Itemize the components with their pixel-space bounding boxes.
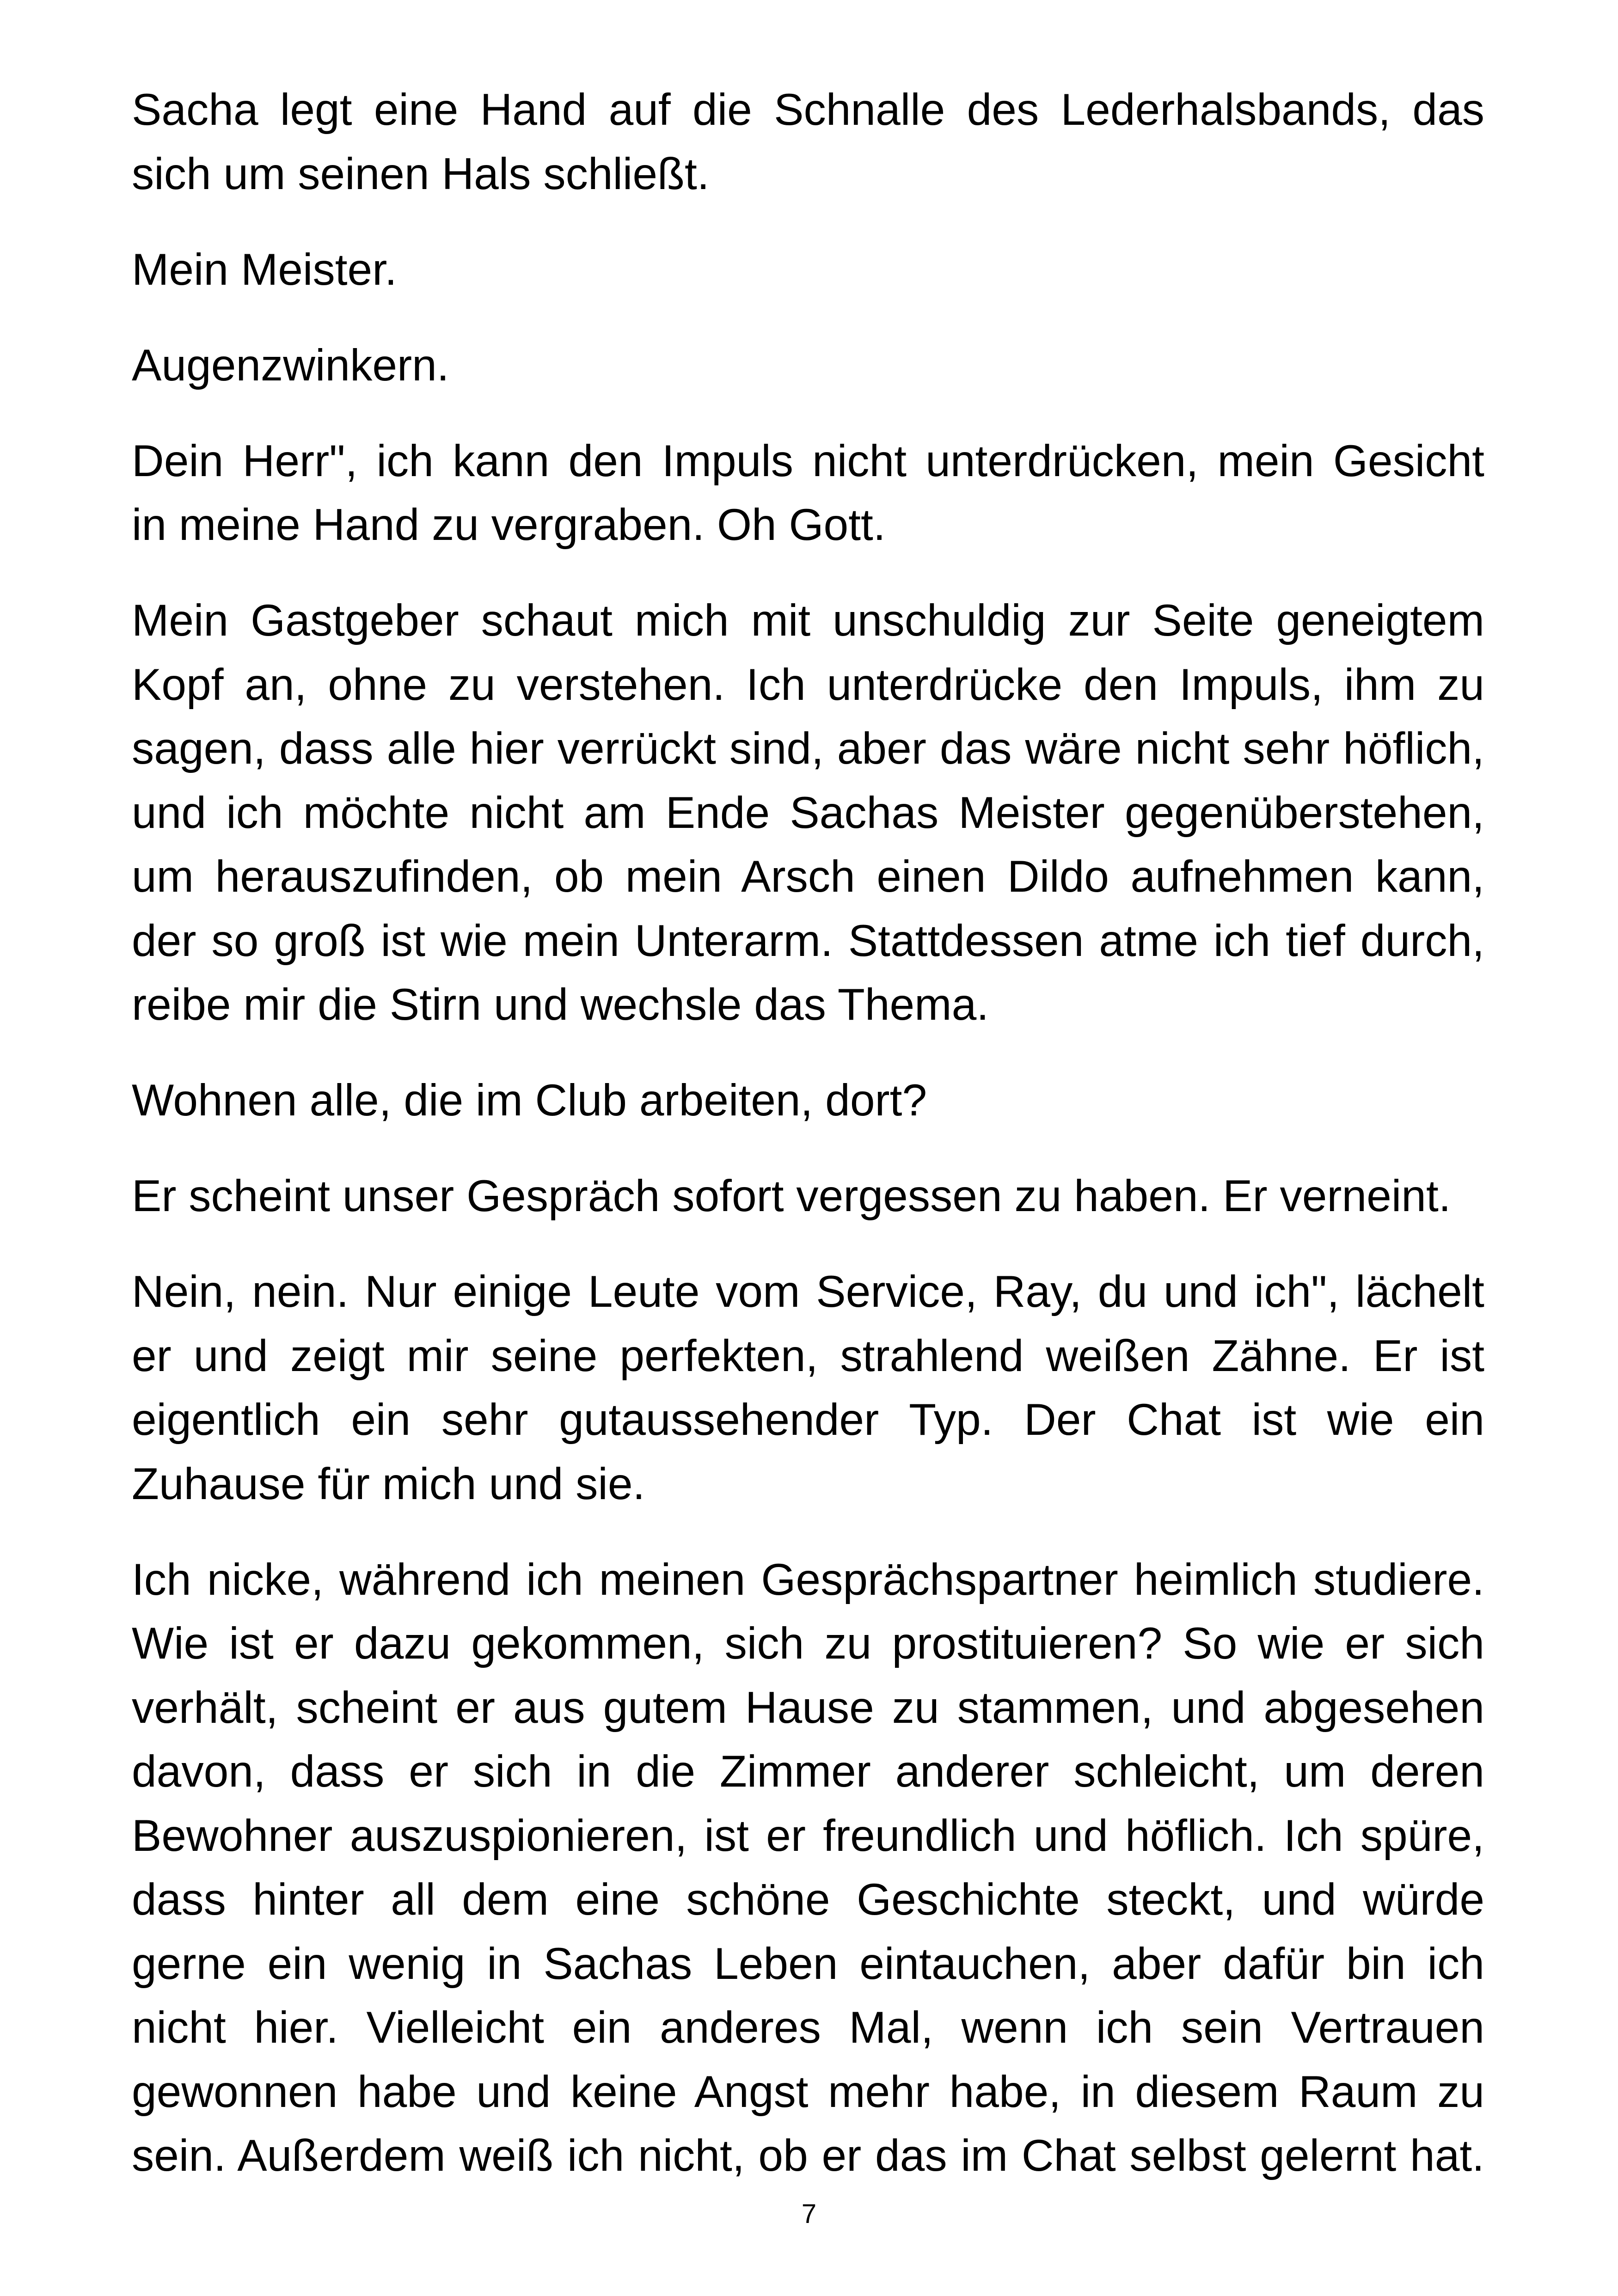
text-line: Sacha legt eine Hand auf die Schnalle des Lederhalsbands, das: [132, 85, 1484, 135]
text-line: Zuhause für mich und sie.: [132, 1459, 645, 1509]
text-line: Augenzwinkern.: [132, 340, 449, 390]
paragraph: [132, 238, 1484, 302]
text-line: Er scheint unser Gespräch sofort vergessen zu haben. Er verneint.: [132, 1171, 1451, 1221]
text-line: Mein Meister.: [132, 245, 397, 294]
text-line: gewonnen habe und keine Angst mehr habe, in diesem Raum zu: [132, 2067, 1484, 2117]
text-line: Wie ist er dazu gekommen, sich zu prostituieren? So wie er sich: [132, 1619, 1484, 1668]
text-line: Nein, nein. Nur einige Leute vom Service, Ray, du und ich", lächelt: [132, 1267, 1484, 1316]
paragraph: [132, 1548, 1484, 2188]
text-line: in meine Hand zu vergraben. Oh Gott.: [132, 500, 886, 550]
text-line: Dein Herr", ich kann den Impuls nicht unterdrücken, mein Gesicht: [132, 436, 1484, 486]
text-line: sich um seinen Hals schließt.: [132, 149, 710, 199]
page-number: 7: [801, 2199, 817, 2229]
text-line: reibe mir die Stirn und wechsle das Thema.: [132, 980, 989, 1029]
text-line: der so groß ist wie mein Unterarm. Stattdessen atme ich tief durch,: [132, 916, 1484, 966]
text-line: er und zeigt mir seine perfekten, strahlend weißen Zähne. Er ist: [132, 1331, 1484, 1381]
text-line: Bewohner auszuspionieren, ist er freundlich und höflich. Ich spüre,: [132, 1811, 1484, 1861]
paragraph: [132, 1164, 1484, 1229]
text-line: Wohnen alle, die im Club arbeiten, dort?: [132, 1076, 927, 1125]
text-line: nicht hier. Vielleicht ein anderes Mal, wenn ich sein Vertrauen: [132, 2003, 1484, 2052]
text-line: verhält, scheint er aus gutem Hause zu stammen, und abgesehen: [132, 1683, 1484, 1733]
body-text: [132, 78, 1484, 2188]
text-line: und ich möchte nicht am Ende Sachas Meister gegenüberstehen,: [132, 788, 1484, 838]
paragraph: [132, 1069, 1484, 1133]
text-line: eigentlich ein sehr gutaussehender Typ. Der Chat ist wie ein: [132, 1395, 1484, 1445]
text-line: sagen, dass alle hier verrückt sind, aber das wäre nicht sehr höflich,: [132, 724, 1484, 773]
paragraph: [132, 429, 1484, 557]
text-line: davon, dass er sich in die Zimmer anderer schleicht, um deren: [132, 1747, 1484, 1796]
text-line: sein. Außerdem weiß ich nicht, ob er das im Chat selbst gelernt hat.: [132, 2131, 1484, 2180]
text-line: dass hinter all dem eine schöne Geschichte steckt, und würde: [132, 1875, 1484, 1924]
paragraph: [132, 78, 1484, 206]
text-line: Kopf an, ohne zu verstehen. Ich unterdrücke den Impuls, ihm zu: [132, 660, 1484, 710]
paragraph: [132, 334, 1484, 398]
text-line: um herauszufinden, ob mein Arsch einen Dildo aufnehmen kann,: [132, 852, 1484, 901]
text-line: Mein Gastgeber schaut mich mit unschuldig zur Seite geneigtem: [132, 596, 1484, 645]
text-line: gerne ein wenig in Sachas Leben eintauchen, aber dafür bin ich: [132, 1939, 1484, 1989]
paragraph: [132, 1260, 1484, 1516]
text-line: Ich nicke, während ich meinen Gesprächspartner heimlich studiere.: [132, 1555, 1484, 1604]
paragraph: [132, 589, 1484, 1037]
